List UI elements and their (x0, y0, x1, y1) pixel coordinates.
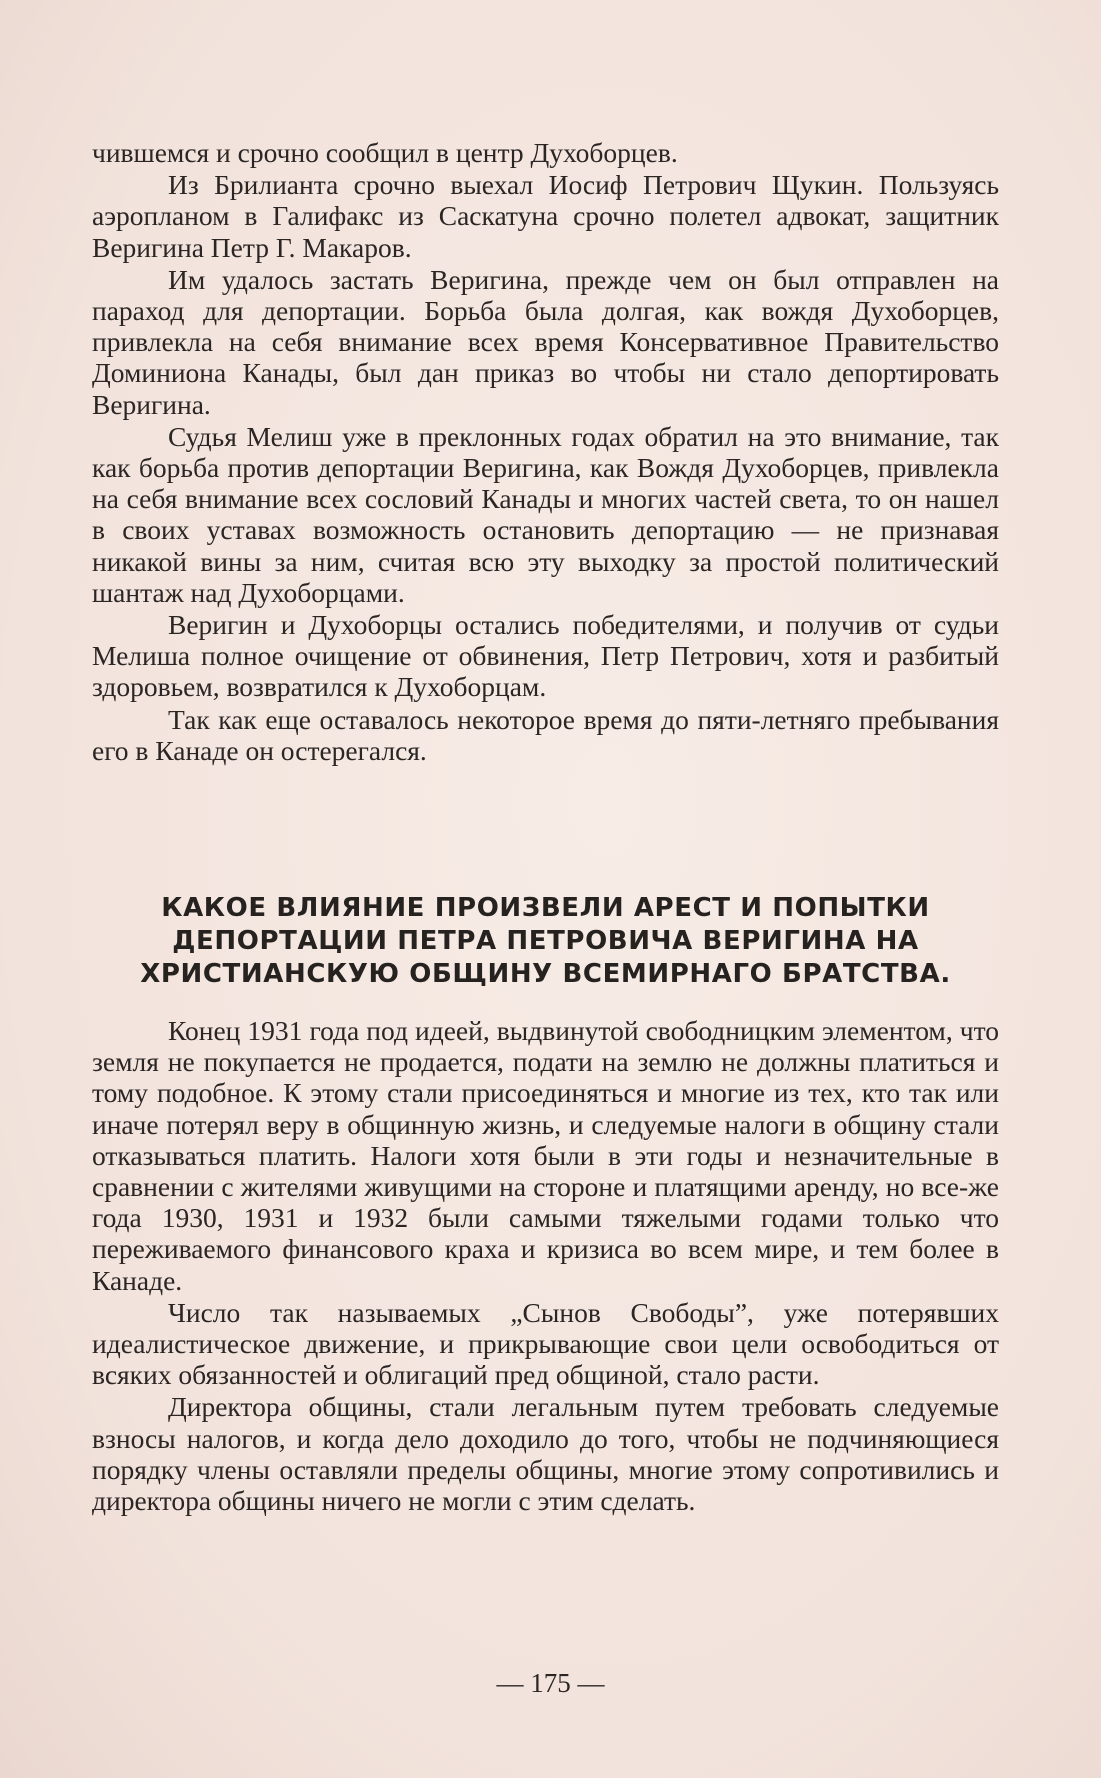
paragraph-6: Так как еще оставалось некоторое время до пяти-летняго пребывания его в Канаде он остерегался. (92, 703, 999, 766)
heading-line-3: ХРИСТИАНСКУЮ ОБЩИНУ ВСЕМИРНАГО БРАТСТВА. (140, 959, 951, 989)
paragraph-2: Из Брилианта срочно выехал Иосиф Петрович Щукин. Пользуясь аэропланом в Галифакс из Саскатуна срочно полетел адвокат, защитник Веригина Петр Г. Макаров. (92, 169, 999, 263)
heading-line-2: ДЕПОРТАЦИИ ПЕТРА ПЕТРОВИЧА ВЕРИГИНА НА (172, 926, 919, 956)
paragraph-4: Судья Мелиш уже в преклонных годах обратил на это внимание, так как борьба против депортации Веригина, как Вождя Духоборцев, привлекла на себя внимание всех сословий Канады и многих частей света, то он нашел в своих уставах возможность остановить депортацию — не признавая никакой вины за ним, считая всю эту выходку за простой политический шантаж над Духоборцами. (92, 420, 999, 608)
page-number: — 175 — (496, 1668, 605, 1698)
paragraph-9: Директора общины, стали легальным путем требовать следуемые взносы налогов, и когда дело доходило до того, чтобы не подчиняющиеся порядку члены оставляли пределы общины, многие этому сопротивились и директора общины ничего не могли с этим сделать. (92, 1391, 999, 1517)
section-heading (92, 892, 999, 991)
heading-line-1: КАКОЕ ВЛИЯНИЕ ПРОИЗВЕЛИ АРЕСТ И ПОПЫТКИ (161, 893, 930, 923)
paragraph-3: Им удалось застать Веригина, прежде чем он был отправлен на параход для депортации. Борьба была долгая, как вождя Духоборцев, привлекла на себя внимание всех время Консервативное Правительство Доминиона Канады, был дан приказ во чтобы ни стало депортировать Веригина. (92, 263, 999, 420)
paragraph-7: Конец 1931 года под идеей, выдвинутой свободницким элементом, что земля не покупается не продается, подати на землю не должны платиться и тому подобное. К этому стали присоединяться и многие из тех, кто так или иначе потерял веру в общинную жизнь, и следуемые налоги в общину стали отказываться платить. Налоги хотя были в эти годы и незначительные в сравнении с жителями живущими на стороне и платящими аренду, но все-же года 1930, 1931 и 1932 были самыми тяжелыми годами только что переживаемого финансового краха и кризиса во всем мире, и тем более в Канаде. (92, 1015, 999, 1296)
paragraph-1: чившемся и срочно сообщил в центр Духоборцев. (92, 137, 678, 168)
section-2-text (92, 1015, 999, 1517)
section-1-text (92, 137, 999, 767)
paragraph-8: Число так называемых „Сынов Свободы”, уже потерявших идеалистическое движение, и прикрывающие свои цели освободиться от всяких обязанностей и облигаций пред общиной, стало расти. (92, 1296, 999, 1391)
paragraph-5: Веригин и Духоборцы остались победителями, и получив от судьи Мелиша полное очищение от обвинения, Петр Петрович, хотя и разбитый здоровьем, возвратился к Духоборцам. (92, 609, 999, 703)
